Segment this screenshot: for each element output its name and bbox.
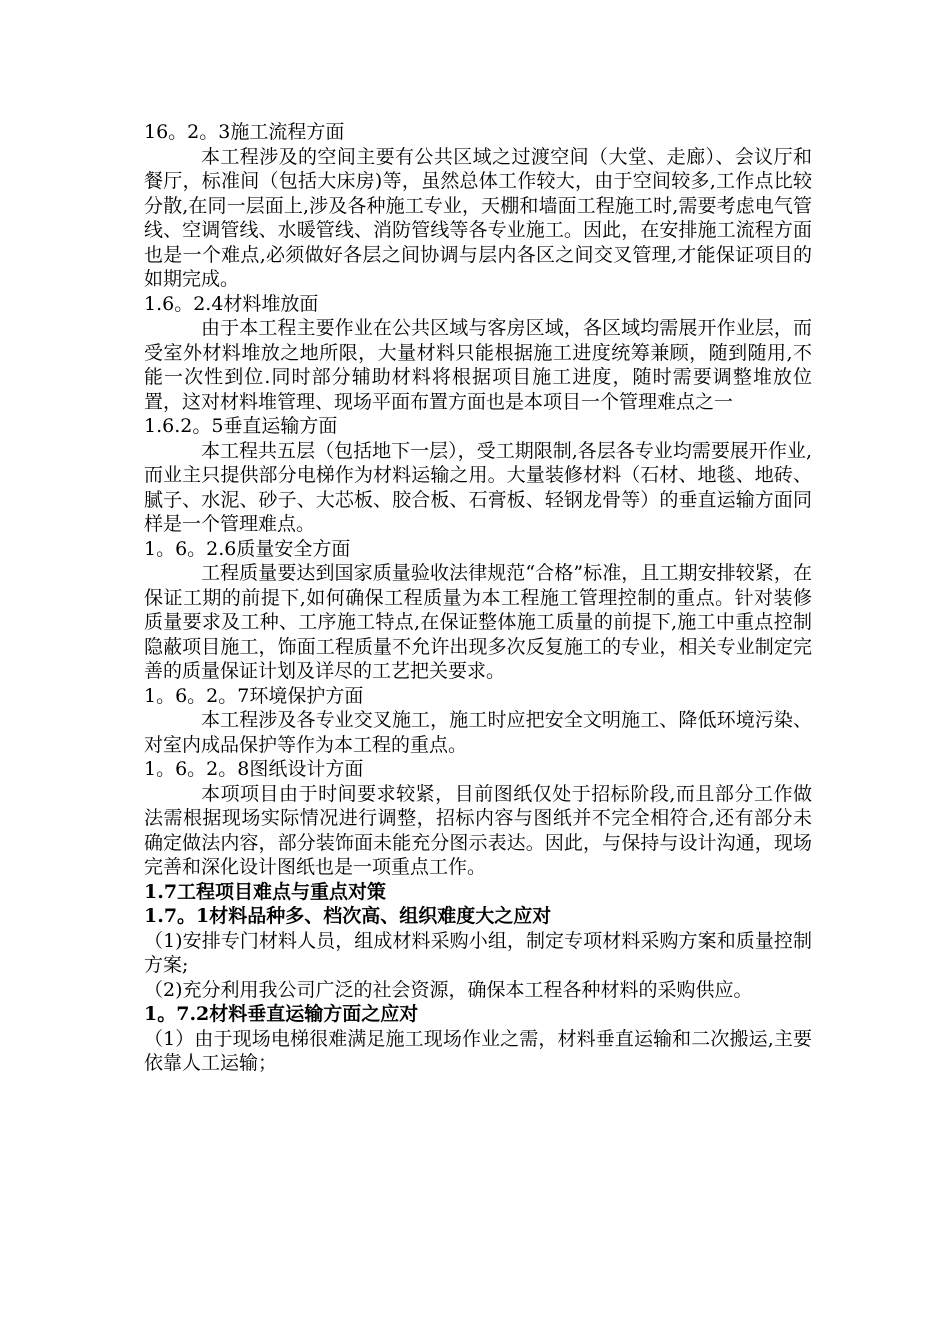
list-item: （2)充分利用我公司广泛的社会资源，确保本工程各种材料的采购供应。 (144, 978, 753, 1001)
paragraph-material-storage: 由于本工程主要作业在公共区域与客房区域，各区域均需展开作业层，而受室外材料堆放之地所限，大量材料只能根据施工进度统筹兼顾，随到随用,不能一次性到位.同时部分辅助材料将根据项目施工进度，随时需要调整堆放位置，这对材料堆管理、现场平面布置方面也是本项目一个管理难点之一 (144, 317, 812, 413)
paragraph-construction-flow: 本工程涉及的空间主要有公共区域之过渡空间（大堂、走廊）、会议厅和餐厅，标准间（包括大床房)等，虽然总体工作较大，由于空间较多,工作点比较分散,在同一层面上,涉及各种施工专业，天棚和墙面工程施工时,需要考虑电气管线、空调管线、水暖管线、消防管线等各专业施工。因此，在安排施工流程方面也是一个难点,必须做好各层之间协调与层内各区之间交叉管理,才能保证项目的如期完成。 (144, 145, 812, 290)
section-heading-1-7-1: 1.7。1材料品种多、档次高、组织难度大之应对 (144, 905, 552, 927)
paragraph-quality-safety: 工程质量要达到国家质量验收法律规范“合格”标准，且工期安排较紧，在保证工期的前提下,如何确保工程质量为本工程施工管理控制的重点。针对装修质量要求及工种、工序施工特点,在保证整体施工质量的前提下,施工中重点控制隐蔽项目施工，饰面工程质量不允许出现多次反复施工的专业，相关专业制定完善的质量保证计划及详尽的工艺把关要求。 (144, 562, 812, 682)
section-heading-1-6-2-4: 1.6。2.4材料堆放面 (144, 292, 319, 315)
section-heading-1-6-2-6: 1。6。2.6质量安全方面 (144, 537, 351, 560)
paragraph-drawing-design: 本项项目由于时间要求较紧，目前图纸仅处于招标阶段,而且部分工作做法需根据现场实际情况进行调整，招标内容与图纸并不完全相符合,还有部分未确定做法内容，部分装饰面未能充分图示表达。因此，与保持与设计沟通，现场完善和深化设计图纸也是一项重点工作。 (144, 782, 812, 878)
section-heading-1-6-2-3: 16。2。3施工流程方面 (144, 121, 345, 143)
paragraph-vertical-transport: 本工程共五层（包括地下一层），受工期限制,各层各专业均需要展开作业,而业主只提供部分电梯作为材料运输之用。大量装修材料（石材、地毯、地砖、腻子、水泥、砂子、大芯板、胶合板、石膏板、轻钢龙骨等）的垂直运输方面同样是一个管理难点。 (144, 439, 812, 535)
list-item: （1)安排专门材料人员，组成材料采购小组，制定专项材料采购方案和质量控制方案; (144, 929, 812, 976)
list-item: （1）由于现场电梯很难满足施工现场作业之需，材料垂直运输和二次搬运,主要依靠人工运输； (144, 1027, 812, 1074)
section-heading-1-7-2: 1。7.2材料垂直运输方面之应对 (144, 1003, 419, 1025)
section-heading-1-7: 1.7工程项目难点与重点对策 (144, 880, 387, 903)
section-heading-1-6-2-8: 1。6。2。8图纸设计方面 (144, 758, 364, 780)
paragraph-environment: 本工程涉及各专业交叉施工，施工时应把安全文明施工、降低环境污染、对室内成品保护等作为本工程的重点。 (144, 709, 812, 756)
document-page (144, 120, 812, 1076)
section-heading-1-6-2-7: 1。6。2。7环境保护方面 (144, 684, 364, 707)
section-heading-1-6-2-5: 1.6.2。5垂直运输方面 (144, 415, 338, 437)
